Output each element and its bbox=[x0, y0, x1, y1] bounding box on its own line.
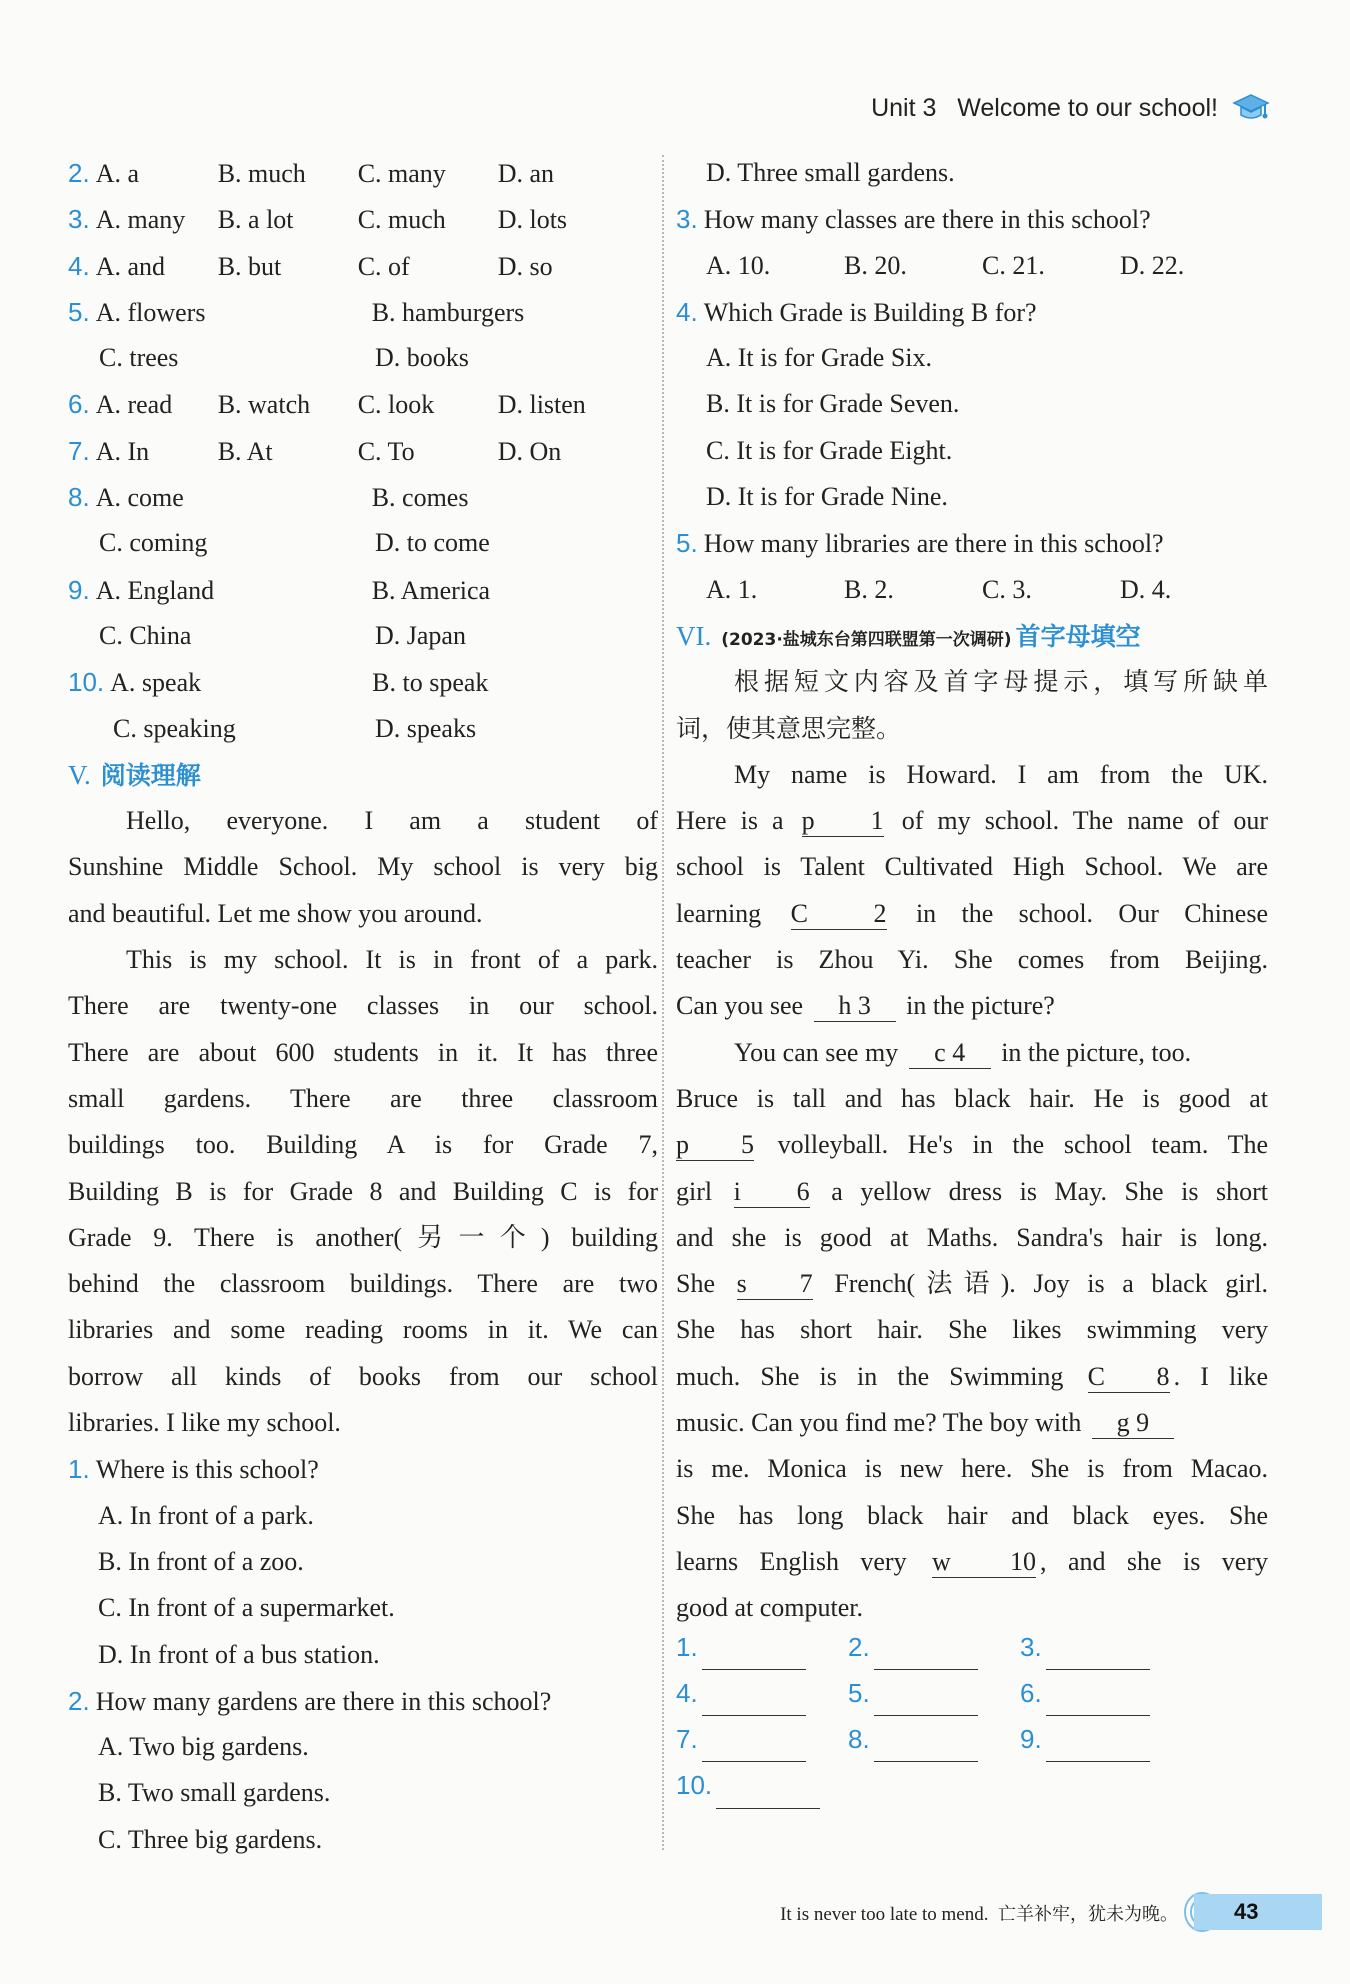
passage-line: borrow all kinds of books from our school bbox=[68, 1361, 658, 1391]
page-number-badge bbox=[1194, 1894, 1322, 1930]
blank-1[interactable]: p 1 bbox=[801, 806, 884, 836]
answer-slot[interactable] bbox=[676, 1770, 848, 1816]
option[interactable]: A. and bbox=[95, 251, 166, 281]
answer-number: 10. bbox=[676, 1770, 713, 1801]
right-column bbox=[676, 150, 1268, 1817]
option[interactable]: A. In bbox=[95, 436, 150, 466]
blank-7[interactable]: s 7 bbox=[736, 1269, 813, 1299]
cloze-item-cont bbox=[68, 613, 658, 659]
passage-line: libraries and some reading rooms in it. We can bbox=[68, 1315, 658, 1345]
blank-2[interactable]: C 2 bbox=[790, 898, 887, 928]
answer-line[interactable] bbox=[874, 1668, 978, 1670]
fill-line: girl i 6 a yellow dress is May. She is short bbox=[676, 1176, 1269, 1206]
question bbox=[676, 289, 1268, 335]
instructions-cont: 词，使其意思完整。 bbox=[676, 713, 902, 743]
option-row bbox=[96, 151, 638, 197]
passage-line: and beautiful. Let me show you around. bbox=[68, 898, 483, 928]
question-number: 9. bbox=[68, 574, 90, 605]
answer-slot[interactable] bbox=[1020, 1678, 1192, 1724]
cloze-item bbox=[68, 381, 658, 427]
unit-label: Unit 3 Welcome to our school! bbox=[871, 93, 1218, 122]
answer-line[interactable] bbox=[1046, 1668, 1150, 1670]
option[interactable]: A. It is for Grade Six. bbox=[706, 343, 933, 373]
option[interactable]: D. It is for Grade Nine. bbox=[706, 482, 948, 512]
answer-number: 6. bbox=[1020, 1677, 1042, 1708]
question-number: 6. bbox=[68, 389, 90, 420]
question bbox=[676, 520, 1268, 566]
passage-line: There are about 600 students in it. It has three bbox=[68, 1037, 658, 1067]
fill-line: teacher is Zhou Yi. She comes from Beijing. bbox=[676, 945, 1268, 975]
option[interactable]: C. China bbox=[99, 620, 192, 650]
answer-line[interactable] bbox=[1046, 1760, 1150, 1762]
cloze-item bbox=[68, 196, 658, 242]
passage-line: There are twenty-one classes in our school. bbox=[68, 991, 658, 1021]
cloze-item bbox=[68, 659, 658, 705]
fill-line: p 5 volleyball. He's in the school team. The bbox=[676, 1130, 1268, 1160]
option-row bbox=[96, 382, 638, 428]
answer-line[interactable] bbox=[874, 1714, 978, 1716]
option[interactable]: A. a bbox=[95, 159, 140, 188]
passage-line: behind the classroom buildings. There are two bbox=[68, 1269, 658, 1299]
option[interactable]: A. Two big gardens. bbox=[98, 1732, 309, 1762]
fill-line: music. Can you find me? The boy with g 9 bbox=[676, 1400, 1268, 1446]
blank-3[interactable]: h 3 bbox=[814, 991, 896, 1022]
answer-line[interactable] bbox=[874, 1760, 978, 1762]
option[interactable]: D. listen bbox=[497, 390, 586, 420]
passage-line: Sunshine Middle School. My school is very big bbox=[68, 852, 658, 882]
option[interactable]: A. come bbox=[95, 483, 184, 513]
left-column bbox=[68, 150, 658, 1863]
option[interactable]: D. to come bbox=[375, 528, 490, 558]
blank-4[interactable]: c 4 bbox=[909, 1038, 991, 1069]
question bbox=[676, 196, 1268, 242]
option[interactable]: D. 22. bbox=[1120, 250, 1185, 280]
passage-line: buildings too. Building A is for Grade 7, bbox=[68, 1130, 658, 1160]
answer-line[interactable] bbox=[716, 1807, 820, 1809]
option[interactable]: C. Three big gardens. bbox=[98, 1824, 323, 1854]
option[interactable]: C. 3. bbox=[982, 574, 1032, 604]
blank-10[interactable]: w 10 bbox=[932, 1546, 1037, 1576]
option[interactable]: A. flowers bbox=[95, 297, 206, 327]
answer-number: 4. bbox=[676, 1677, 698, 1708]
passage-line: small gardens. There are three classroom bbox=[68, 1083, 658, 1113]
page-header bbox=[871, 92, 1270, 124]
option[interactable]: A. In front of a park. bbox=[98, 1500, 314, 1530]
option[interactable]: B. 20. bbox=[844, 250, 907, 280]
passage-line: This is my school. It is in front of a park. bbox=[126, 945, 658, 975]
option-row bbox=[676, 567, 1268, 613]
option[interactable]: C. trees bbox=[99, 343, 179, 373]
question-text: How many gardens are there in this school? bbox=[95, 1686, 552, 1716]
fill-line: and she is good at Maths. Sandra's hair is long. bbox=[676, 1222, 1268, 1252]
question-number: 5. bbox=[676, 528, 698, 559]
option[interactable]: A. read bbox=[95, 390, 173, 420]
fill-line: is me. Monica is new here. She is from Macao. bbox=[676, 1454, 1268, 1484]
fill-line: My name is Howard. I am from the UK. bbox=[734, 759, 1268, 789]
cloze-item-cont bbox=[68, 706, 658, 752]
fill-line: learning C 2 in the school. Our Chinese bbox=[676, 898, 1268, 928]
question bbox=[68, 1678, 658, 1724]
option[interactable]: D. 4. bbox=[1120, 574, 1172, 604]
answer-number: 2. bbox=[848, 1631, 870, 1662]
option[interactable]: B. At bbox=[217, 436, 273, 466]
cloze-item-cont bbox=[68, 335, 658, 381]
option[interactable]: A. 1. bbox=[706, 574, 758, 604]
question-number: 3. bbox=[68, 204, 90, 235]
passage-line: libraries. I like my school. bbox=[68, 1408, 341, 1438]
question-text: How many classes are there in this school? bbox=[703, 205, 1151, 235]
option[interactable]: B. watch bbox=[217, 390, 311, 420]
option[interactable]: C. look bbox=[357, 390, 435, 420]
option[interactable]: D. In front of a bus station. bbox=[98, 1639, 380, 1669]
answer-number: 3. bbox=[1020, 1631, 1042, 1662]
answer-number: 8. bbox=[848, 1724, 870, 1755]
answer-slot[interactable] bbox=[848, 1678, 1020, 1724]
answer-slot[interactable] bbox=[1020, 1632, 1192, 1678]
fill-line: She s 7 French(法语). Joy is a black girl. bbox=[676, 1269, 1268, 1299]
question-number: 8. bbox=[68, 482, 90, 513]
answer-number: 1. bbox=[676, 1631, 698, 1662]
answer-slot[interactable] bbox=[1020, 1724, 1192, 1770]
cloze-item bbox=[68, 243, 658, 289]
option[interactable]: B. It is for Grade Seven. bbox=[706, 389, 960, 419]
option[interactable]: B. to speak bbox=[372, 668, 489, 698]
option[interactable]: A. many bbox=[95, 205, 186, 235]
option[interactable]: B. but bbox=[217, 251, 282, 281]
answer-slot[interactable] bbox=[848, 1632, 1020, 1678]
blank-8[interactable]: C 8 bbox=[1087, 1361, 1170, 1391]
question-text: Where is this school? bbox=[95, 1455, 319, 1485]
cloze-item bbox=[68, 474, 658, 520]
option[interactable]: C. speaking bbox=[113, 713, 236, 743]
option[interactable]: B. hamburgers bbox=[371, 297, 525, 327]
option[interactable]: A. speak bbox=[110, 668, 202, 698]
question-number: 5. bbox=[68, 296, 90, 327]
cloze-item bbox=[68, 289, 658, 335]
option[interactable]: C. 21. bbox=[982, 250, 1045, 280]
option[interactable]: D. Three small gardens. bbox=[706, 158, 955, 187]
section-vi-title: VI. (2023·盐城东台第四联盟第一次调研) 首字母填空 bbox=[676, 620, 1141, 651]
answer-slot[interactable] bbox=[676, 1678, 848, 1724]
option[interactable]: B. Two small gardens. bbox=[98, 1778, 331, 1808]
passage-line: Hello, everyone. I am a student of bbox=[126, 806, 658, 836]
option-row bbox=[96, 197, 638, 243]
option[interactable]: D. so bbox=[497, 251, 553, 281]
answer-line[interactable] bbox=[702, 1714, 806, 1716]
option[interactable]: B. much bbox=[217, 159, 306, 188]
option[interactable]: D. On bbox=[497, 436, 562, 466]
question-number: 2. bbox=[68, 1685, 90, 1716]
cloze-item-cont bbox=[68, 520, 658, 566]
question bbox=[68, 1446, 658, 1492]
fill-passage bbox=[676, 752, 1268, 1632]
column-divider bbox=[662, 155, 664, 1850]
reading-questions-left bbox=[68, 1446, 658, 1863]
option[interactable]: C. To bbox=[357, 436, 415, 466]
page-number: 43 bbox=[1234, 1899, 1259, 1924]
fill-line: good at computer. bbox=[676, 1593, 864, 1623]
passage-line: Building B is for Grade 8 and Building C is for bbox=[68, 1176, 658, 1206]
blank-5[interactable]: p 5 bbox=[676, 1130, 754, 1160]
answer-line[interactable] bbox=[702, 1668, 806, 1670]
blank-6[interactable]: i 6 bbox=[733, 1176, 810, 1206]
option[interactable]: C. much bbox=[357, 205, 446, 235]
option[interactable]: B. In front of a zoo. bbox=[98, 1546, 304, 1576]
option[interactable]: D. lots bbox=[497, 205, 568, 235]
option[interactable]: C. coming bbox=[99, 528, 208, 558]
option[interactable]: D. books bbox=[375, 343, 469, 373]
cloze-item bbox=[68, 150, 658, 196]
option[interactable]: C. of bbox=[357, 251, 410, 281]
option[interactable]: B. comes bbox=[371, 483, 469, 513]
cloze-options bbox=[68, 150, 658, 752]
fill-line: Bruce is tall and has black hair. He is good at bbox=[676, 1083, 1268, 1113]
question-number: 10. bbox=[68, 667, 105, 698]
question-text: How many libraries are there in this school? bbox=[703, 529, 1164, 559]
graduation-cap-icon bbox=[1232, 92, 1270, 124]
option[interactable]: A. England bbox=[95, 575, 215, 605]
passage-line: Grade 9. There is another(另一个) building bbox=[68, 1222, 658, 1252]
fill-line: much. She is in the Swimming C 8 . I like bbox=[676, 1361, 1268, 1391]
blank-9[interactable]: g 9 bbox=[1092, 1408, 1174, 1439]
question-number: 4. bbox=[676, 296, 698, 327]
option-row bbox=[96, 244, 638, 290]
answer-line[interactable] bbox=[1046, 1714, 1150, 1716]
option[interactable]: D. speaks bbox=[375, 713, 477, 743]
cloze-item bbox=[68, 567, 658, 613]
option[interactable]: C. It is for Grade Eight. bbox=[706, 435, 953, 465]
fill-line: Can you see h 3 in the picture? bbox=[676, 991, 1055, 1021]
reading-questions-right bbox=[676, 150, 1268, 613]
question-text: Which Grade is Building B for? bbox=[703, 297, 1037, 327]
fill-line: learns English very w 10 , and she is very bbox=[676, 1546, 1268, 1576]
answer-grid bbox=[676, 1632, 1268, 1817]
question-number: 2. bbox=[68, 158, 90, 188]
proverb: It is never too late to mend. 亡羊补牢，犹未为晚。 bbox=[780, 1904, 1178, 1925]
page-footer bbox=[0, 1890, 1350, 1934]
fill-line: She has long black hair and black eyes. She bbox=[676, 1500, 1268, 1530]
option[interactable]: C. many bbox=[357, 159, 446, 188]
answer-number: 9. bbox=[1020, 1724, 1042, 1755]
instructions: 根据短文内容及首字母提示，填写所缺单 bbox=[734, 667, 1268, 697]
cloze-item bbox=[68, 428, 658, 474]
fill-line: You can see my c 4 in the picture, too. bbox=[734, 1037, 1192, 1067]
answer-line[interactable] bbox=[702, 1760, 806, 1762]
question-number: 4. bbox=[68, 250, 90, 281]
fill-line: Here is a p 1 of my school. The name of our bbox=[676, 806, 1268, 836]
option-row bbox=[96, 429, 638, 475]
option[interactable]: B. America bbox=[371, 575, 491, 605]
option[interactable]: A. 10. bbox=[706, 250, 771, 280]
option[interactable]: C. In front of a supermarket. bbox=[98, 1593, 395, 1623]
option[interactable]: B. a lot bbox=[217, 205, 294, 235]
option[interactable]: D. Japan bbox=[375, 620, 466, 650]
answer-slot[interactable] bbox=[676, 1632, 848, 1678]
question-number: 7. bbox=[68, 435, 90, 466]
option-row bbox=[676, 243, 1268, 289]
fill-line: She has short hair. She likes swimming very bbox=[676, 1315, 1268, 1345]
section-v-title: V. 阅读理解 bbox=[68, 759, 201, 790]
option[interactable]: B. 2. bbox=[844, 574, 894, 604]
answer-slot[interactable] bbox=[848, 1724, 1020, 1770]
question-number: 1. bbox=[68, 1454, 90, 1485]
answer-number: 5. bbox=[848, 1677, 870, 1708]
answer-number: 7. bbox=[676, 1724, 698, 1755]
fill-line: school is Talent Cultivated High School. We are bbox=[676, 852, 1268, 882]
option[interactable]: D. an bbox=[497, 159, 555, 188]
question-number: 3. bbox=[676, 204, 698, 235]
reading-passage bbox=[68, 798, 658, 1446]
